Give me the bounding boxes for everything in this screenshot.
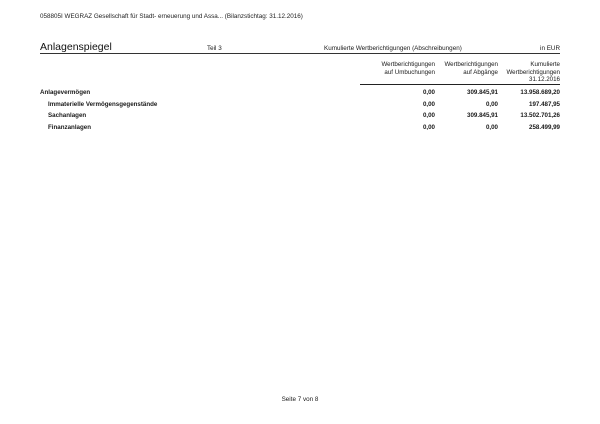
value-kumuliert: 13.958.689,20 [520,89,560,96]
value-umbuchungen: 0,00 [422,89,435,96]
row-label: Anlagevermögen [40,89,91,96]
value-kumuliert: 13.502.701,26 [520,112,560,119]
title-divider [40,53,560,54]
column-header-line: auf Abgänge [463,68,498,76]
section-label: Kumulierte Wertberichtigungen (Abschreibungen) [324,44,462,52]
page-number: Seite 7 von 8 [281,396,319,403]
page-title: Anlagenspiegel [40,41,112,53]
row-label: Sachanlagen [48,112,87,119]
column-header-umbuchungen [381,61,435,76]
columns-divider [360,84,560,85]
document-header: 058805I WEGRAZ Gesellschaft für Stadt- erneuerung und Assa... (Bilanzstichtag: 31.12.2016) [40,13,303,20]
part-label: Teil 3 [207,44,222,52]
column-header-line: Kumulierte [530,61,560,68]
value-abgaenge: 0,00 [485,100,498,108]
table-row-anlagevermoegen [0,89,600,99]
table-row-finanzanlagen [0,124,600,134]
column-header-abgaenge [444,61,498,76]
value-abgaenge: 309.845,91 [467,112,498,119]
value-kumuliert: 197.487,95 [529,100,560,108]
column-header-line: 31.12.2016 [529,76,560,84]
row-label: Finanzanlagen [48,123,91,131]
value-kumuliert: 258.499,99 [529,123,560,131]
value-abgaenge: 309.845,91 [467,89,498,96]
table-row-immaterielle [0,101,600,111]
column-header-kumuliert [506,61,560,84]
column-header-line: Wertberichtigungen [506,68,560,76]
column-header-line: Wertberichtigungen [381,61,435,68]
table-row-sachanlagen [0,112,600,122]
value-umbuchungen: 0,00 [422,123,435,131]
row-label: Immaterielle Vermögensgegenstände [48,100,158,108]
value-abgaenge: 0,00 [485,123,498,131]
column-header-line: Wertberichtigungen [444,61,498,68]
currency-label: in EUR [540,44,560,52]
column-header-line: auf Umbuchungen [384,68,435,76]
value-umbuchungen: 0,00 [422,112,435,119]
value-umbuchungen: 0,00 [422,100,435,108]
